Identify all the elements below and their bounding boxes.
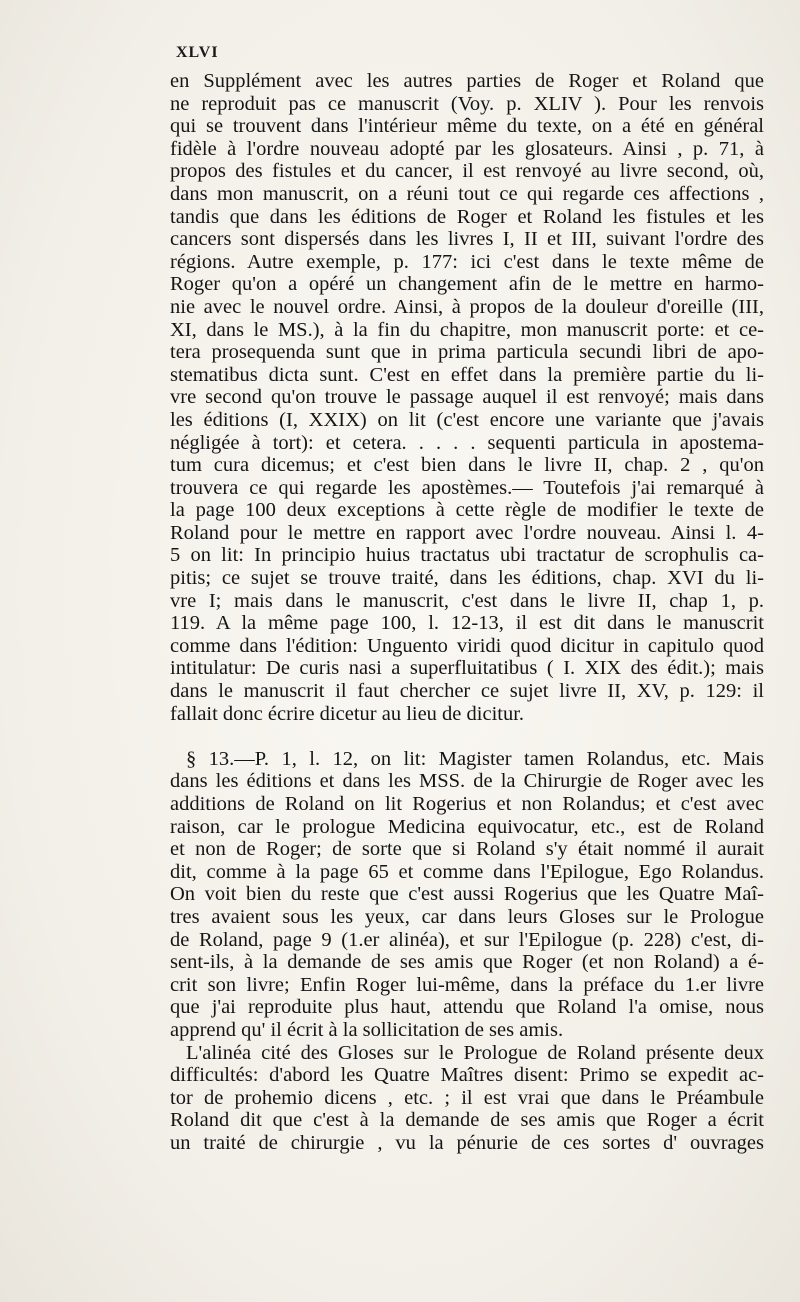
text-line: sent-ils, à la demande de ses amis que Roger (et non Roland) a é- bbox=[170, 951, 764, 974]
text-line: tera prosequenda sunt que in prima particula secundi libri de apo- bbox=[170, 341, 764, 364]
paragraph-3 bbox=[170, 1042, 764, 1155]
text-line: 119. A la même page 100, l. 12-13, il est dit dans le manuscrit bbox=[170, 612, 764, 635]
text-line: la page 100 deux exceptions à cette règle de modifier le texte de bbox=[170, 499, 764, 522]
page-folio: XLVI bbox=[176, 44, 219, 61]
text-line: vre I; mais dans le manuscrit, c'est dans le livre II, chap 1, p. bbox=[170, 589, 764, 612]
text-line: dans mon manuscrit, on a réuni tout ce qui regarde ces affections , bbox=[170, 182, 764, 205]
text-line: et non de Roger; de sorte que si Roland s'y était nommé il aurait bbox=[170, 838, 764, 861]
text-line: XI, dans le MS.), à la fin du chapitre, mon manuscrit porte: et ce- bbox=[170, 318, 764, 341]
text-line: négligée à tort): et cetera. . . . . sequenti particula in apostema- bbox=[170, 431, 764, 454]
text-line: propos des fistules et du cancer, il est renvoyé au livre second, où, bbox=[170, 160, 764, 183]
text-line: raison, car le prologue Medicina equivocatur, etc., est de Roland bbox=[170, 815, 764, 838]
text-line: que j'ai reproduite plus haut, attendu que Roland l'a omise, nous bbox=[170, 996, 764, 1019]
text-line: fidèle à l'ordre nouveau adopté par les glosateurs. Ainsi , p. 71, à bbox=[170, 137, 764, 160]
text-line: § 13.—P. 1, l. 12, on lit: Magister tamen Rolandus, etc. Mais bbox=[186, 747, 764, 770]
text-line: stematibus dicta sunt. C'est en effet dans la première partie du li- bbox=[170, 363, 764, 386]
text-line: tandis que dans les éditions de Roger et Roland les fistules et les bbox=[170, 205, 764, 228]
text-line: dit, comme à la page 65 et comme dans l'Epilogue, Ego Rolandus. bbox=[170, 860, 764, 883]
text-line: L'alinéa cité des Gloses sur le Prologue de Roland présente deux bbox=[186, 1041, 764, 1064]
text-line: additions de Roland on lit Rogerius et non Rolandus; et c'est avec bbox=[170, 793, 764, 815]
text-line: apprend qu' il écrit à la sollicitation de ses amis. bbox=[170, 1018, 564, 1041]
paragraph-1 bbox=[170, 70, 764, 725]
paragraph-gap bbox=[170, 725, 764, 748]
text-line: ne reproduit pas ce manuscrit (Voy. p. XLIV ). Pour les renvois bbox=[170, 92, 764, 115]
text-line: difficultés: d'abord les Quatre Maîtres disent: Primo se expedit ac- bbox=[170, 1064, 764, 1087]
text-line: nie avec le nouvel ordre. Ainsi, à propos de la douleur d'oreille (III, bbox=[170, 295, 764, 318]
text-line: un traité de chirurgie , vu la pénurie de ces sortes d' ouvrages bbox=[170, 1131, 764, 1154]
text-line: dans le manuscrit il faut chercher ce sujet livre II, XV, p. 129: il bbox=[170, 680, 764, 703]
text-line: comme dans l'édition: Unguento viridi quod dicitur in capitulo quod bbox=[170, 634, 764, 657]
text-line: fallait donc écrire dicetur au lieu de dicitur. bbox=[170, 702, 525, 725]
text-line: tum cura dicemus; et c'est bien dans le livre II, chap. 2 , qu'on bbox=[170, 454, 764, 477]
text-line: Roger qu'on a opéré un changement afin de le mettre en harmo- bbox=[170, 273, 764, 296]
text-line: vre second qu'on trouve le passage auquel il est renvoyé; mais dans bbox=[170, 386, 764, 409]
text-line: Roland dit que c'est à la demande de ses amis que Roger a écrit bbox=[170, 1109, 764, 1132]
text-line: Roland pour le mettre en rapport avec l'ordre nouveau. Ainsi l. 4- bbox=[170, 521, 764, 544]
text-line: pitis; ce sujet se trouve traité, dans les éditions, chap. XVI du li- bbox=[170, 567, 764, 590]
text-line: 5 on lit: In principio huius tractatus ubi tractatur de scrophulis ca- bbox=[170, 544, 764, 567]
text-line: en Supplément avec les autres parties de Roger et Roland que bbox=[170, 70, 764, 92]
paragraph-2 bbox=[170, 748, 764, 1042]
text-line: qui se trouvent dans l'intérieur même du texte, on a été en général bbox=[170, 115, 764, 138]
text-line: cancers sont dispersés dans les livres I, II et III, suivant l'ordre des bbox=[170, 228, 764, 251]
text-line: régions. Autre exemple, p. 177: ici c'est dans le texte même de bbox=[170, 250, 764, 273]
text-line: tor de prohemio dicens , etc. ; il est vrai que dans le Préambule bbox=[170, 1086, 764, 1109]
text-line: de Roland, page 9 (1.er alinéa), et sur l'Epilogue (p. 228) c'est, di- bbox=[170, 928, 764, 951]
text-line: On voit bien du reste que c'est aussi Rogerius que les Quatre Maî- bbox=[170, 883, 764, 906]
text-line: tres avaient sous les yeux, car dans leurs Gloses sur le Prologue bbox=[170, 905, 764, 928]
text-line: intitulatur: De curis nasi a superfluitatibus ( I. XIX des édit.); mais bbox=[170, 657, 764, 680]
text-line: dans les éditions et dans les MSS. de la Chirurgie de Roger avec les bbox=[170, 770, 764, 793]
page-body bbox=[170, 70, 764, 1155]
text-line: trouvera ce qui regarde les apostèmes.— Toutefois j'ai remarqué à bbox=[170, 476, 764, 499]
text-line: crit son livre; Enfin Roger lui-même, dans la préface du 1.er livre bbox=[170, 973, 764, 996]
text-line: les éditions (I, XXIX) on lit (c'est encore une variante que j'avais bbox=[170, 408, 764, 431]
